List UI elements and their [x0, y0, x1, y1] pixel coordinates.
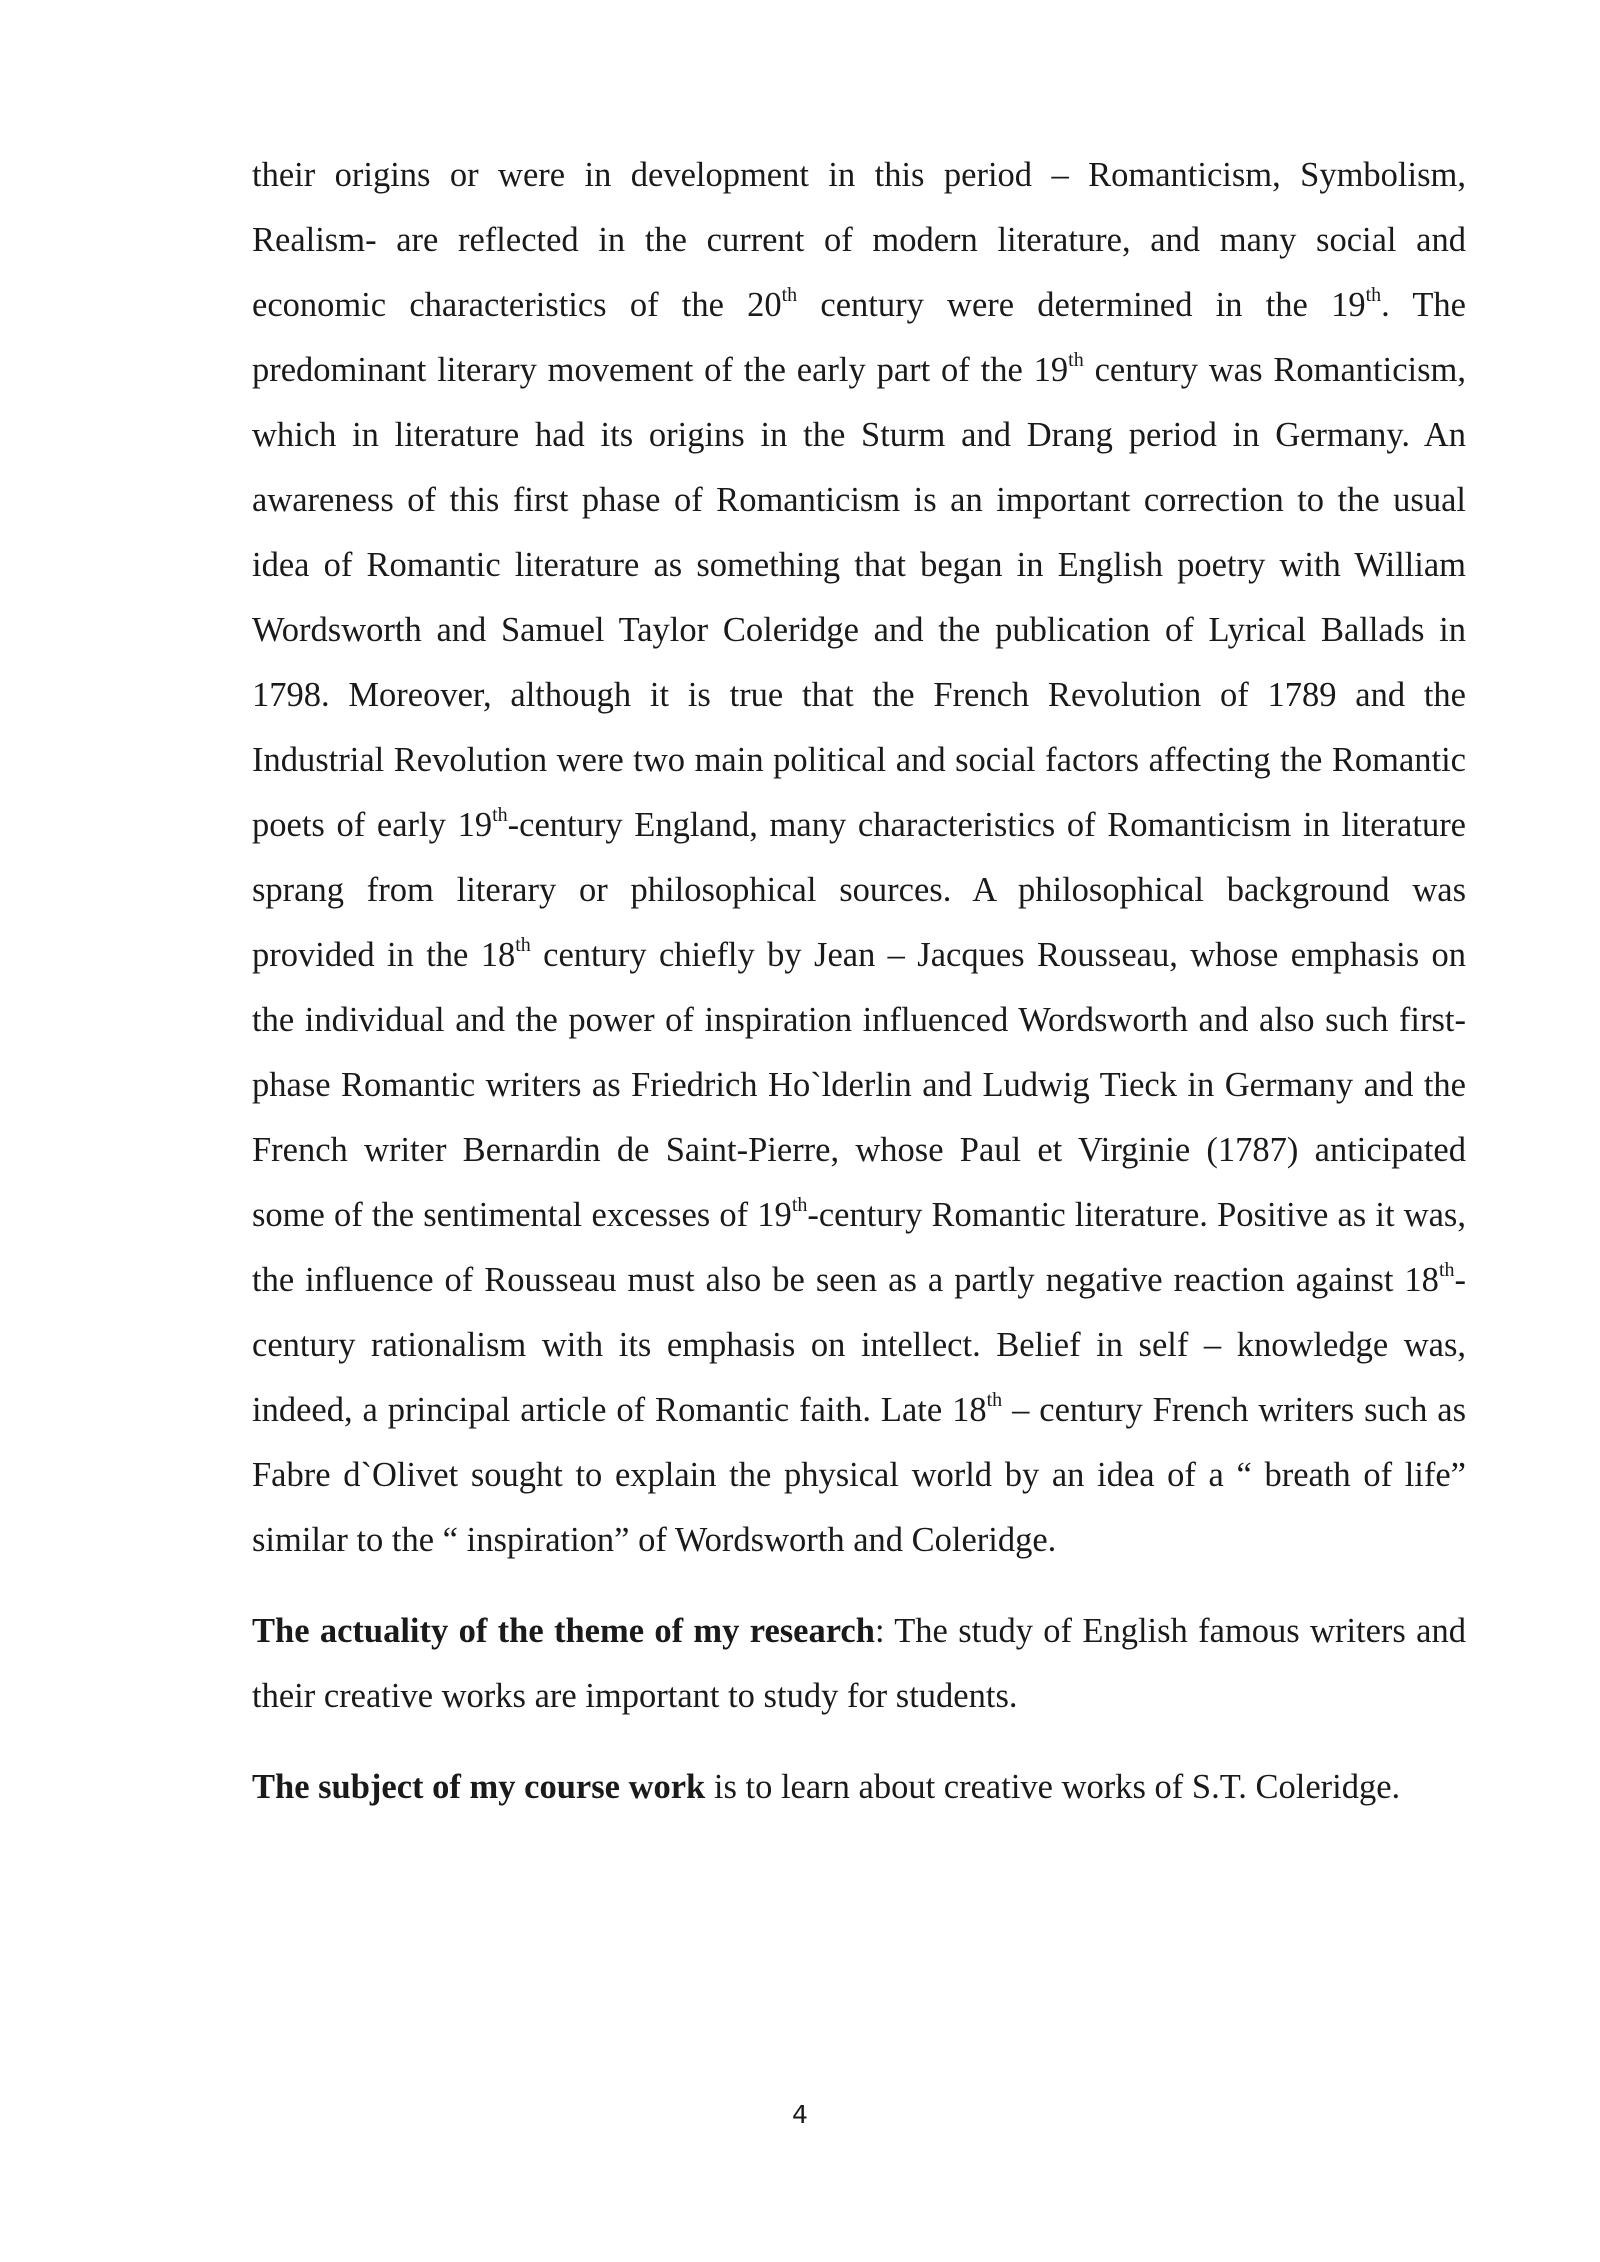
- main-paragraph: [252, 143, 1466, 1573]
- superscript: th: [1438, 1259, 1455, 1281]
- body-text: -century England, many characteristics of Romanticism in literature sprang from literary or philosophical sources. A philosophical background was provided in the 18: [252, 806, 1466, 974]
- actuality-text: : The study of English famous writers and their creative works are important to study for students.: [252, 1612, 1466, 1715]
- document-body: [252, 143, 1466, 1846]
- body-text: century chiefly by Jean – Jacques Rousseau, whose emphasis on the individual and the power of inspiration influenced Wordsworth and also such first- phase Romantic writers as Friedrich Ho`lderlin and Ludwig Tieck in Germany and the French writer Bernardin de Saint-Pierre, whose Paul et Virginie (1787) anticipated some of the sentimental excesses of 19: [252, 936, 1466, 1234]
- actuality-paragraph: [252, 1599, 1466, 1729]
- superscript: th: [781, 284, 798, 306]
- superscript: th: [492, 804, 508, 826]
- body-text: century were determined in the 19: [797, 286, 1366, 324]
- subject-label: The subject of my course work: [252, 1768, 706, 1806]
- subject-text: is to learn about creative works of S.T. Coleridge.: [705, 1768, 1401, 1806]
- page-number: 4: [792, 2100, 808, 2129]
- superscript: th: [1365, 284, 1382, 306]
- body-text: - century rationalism with its emphasis on intellect. Belief in self – knowledge was, indeed, a principal article of Romantic faith. Late 18: [252, 1261, 1466, 1429]
- body-text: century was Romanticism, which in literature had its origins in the Sturm and Drang period in Germany. An awareness of this first phase of Romanticism is an important correction to the usual idea of Romantic literature as something that began in English poetry with William Wordsworth and Samuel Taylor Coleridge and the publication of Lyrical Ballads in 1798. Moreover, although it is true that the French Revolution of 1789 and the Industrial Revolution were two main political and social factors affecting the Romantic poets of early 19: [252, 351, 1466, 844]
- superscript: th: [986, 1389, 1003, 1411]
- actuality-label: The actuality of the theme of my research: [252, 1612, 875, 1650]
- superscript: th: [1068, 349, 1084, 371]
- body-text: their origins or were in development in this period – Romanticism, Symbolism, Realism- are reflected in the current of modern literature, and many social and economic characteristics of the 20: [252, 156, 1466, 324]
- body-text: – century French writers such as Fabre d`Olivet sought to explain the physical world by an idea of a “ breath of life” similar to the “ inspiration” of Wordsworth and Coleridge.: [252, 1391, 1466, 1559]
- body-text: . The predominant literary movement of the early part of the 19: [252, 286, 1466, 389]
- superscript: th: [791, 1194, 808, 1216]
- body-text: -century Romantic literature. Positive as it was, the influence of Rousseau must also be seen as a partly negative reaction against 18: [252, 1196, 1466, 1299]
- subject-paragraph: [252, 1755, 1466, 1820]
- superscript: th: [515, 934, 531, 956]
